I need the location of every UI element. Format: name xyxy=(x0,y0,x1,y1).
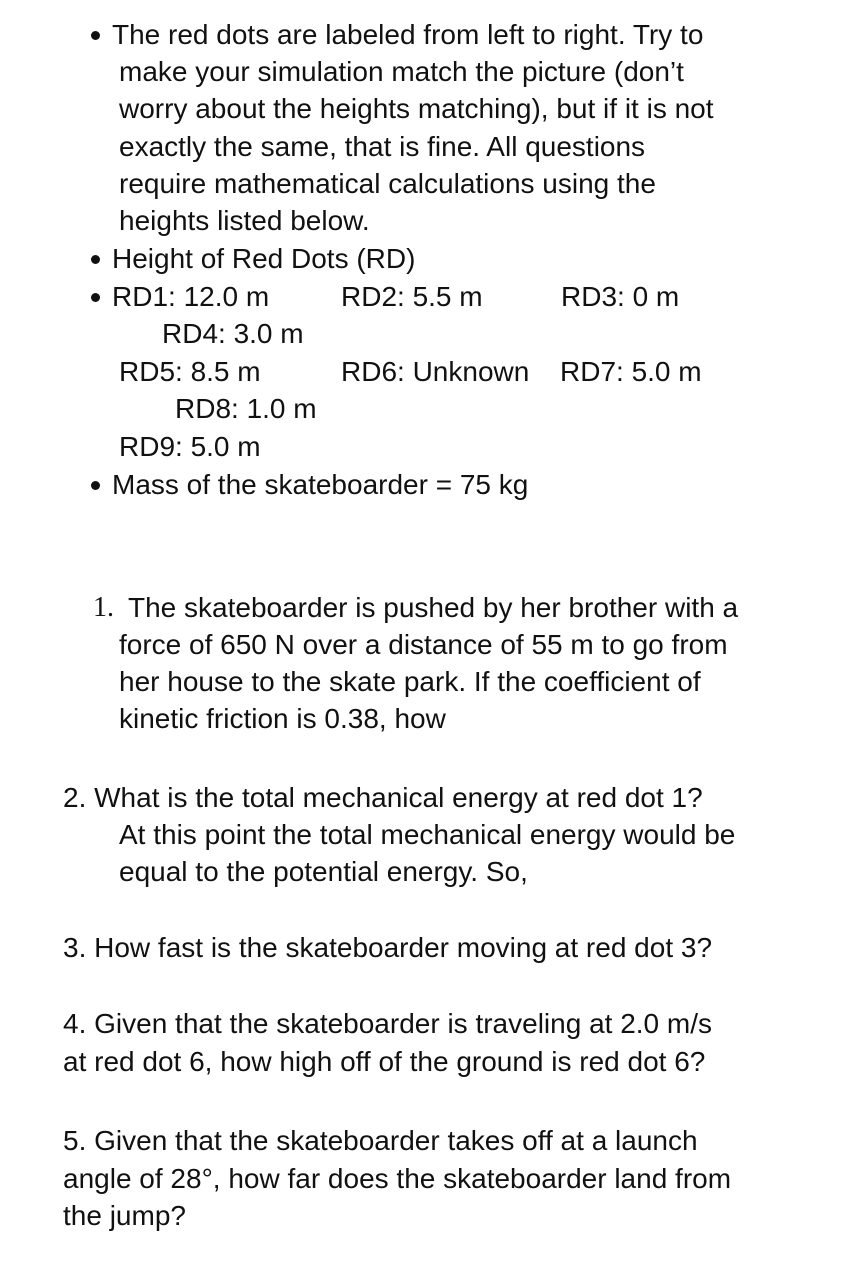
question-2-line: At this point the total mechanical energy would be xyxy=(119,819,736,850)
intro-line: require mathematical calculations using the xyxy=(119,168,656,199)
question-1-line: The skateboarder is pushed by her brother with a xyxy=(128,592,739,623)
heights-heading: Height of Red Dots (RD) xyxy=(112,243,416,274)
rd2-height: RD2: 5.5 m xyxy=(341,281,483,312)
rd7-height: RD7: 5.0 m xyxy=(560,356,702,387)
bullet-dot xyxy=(91,31,100,40)
question-1-number: 1. xyxy=(93,592,114,623)
rd3-height: RD3: 0 m xyxy=(561,281,680,312)
intro-line: heights listed below. xyxy=(119,205,370,236)
bullet-dot xyxy=(91,481,100,490)
bullet-dot xyxy=(91,255,100,264)
rd9-height: RD9: 5.0 m xyxy=(119,431,261,462)
question-5-line: 5. Given that the skateboarder takes off at a launch xyxy=(63,1125,698,1156)
question-2-line: 2. What is the total mechanical energy at red dot 1? xyxy=(63,782,703,813)
rd5-height: RD5: 8.5 m xyxy=(119,356,261,387)
bullet-dot xyxy=(91,293,100,302)
intro-line: worry about the heights matching), but if it is not xyxy=(119,93,714,124)
question-5-line: the jump? xyxy=(63,1200,186,1231)
question-4-line: 4. Given that the skateboarder is traveling at 2.0 m/s xyxy=(63,1008,713,1039)
question-3-line: 3. How fast is the skateboarder moving at red dot 3? xyxy=(63,932,713,963)
question-1-line: kinetic friction is 0.38, how xyxy=(119,703,446,734)
question-1-line: force of 650 N over a distance of 55 m to go from xyxy=(119,629,728,660)
intro-line: make your simulation match the picture (don’t xyxy=(119,56,684,87)
question-4-line: at red dot 6, how high off of the ground is red dot 6? xyxy=(63,1046,706,1077)
rd1-height: RD1: 12.0 m xyxy=(112,281,270,312)
intro-line: exactly the same, that is fine. All questions xyxy=(119,131,646,162)
question-5-line: angle of 28°, how far does the skateboarder land from xyxy=(63,1163,732,1194)
intro-line: The red dots are labeled from left to right. Try to xyxy=(112,19,704,50)
rd4-height: RD4: 3.0 m xyxy=(162,318,304,349)
mass-statement: Mass of the skateboarder = 75 kg xyxy=(112,469,529,500)
rd8-height: RD8: 1.0 m xyxy=(175,393,317,424)
question-2-line: equal to the potential energy. So, xyxy=(119,856,528,887)
question-1-line: her house to the skate park. If the coefficient of xyxy=(119,666,701,697)
rd6-height: RD6: Unknown xyxy=(341,356,530,387)
